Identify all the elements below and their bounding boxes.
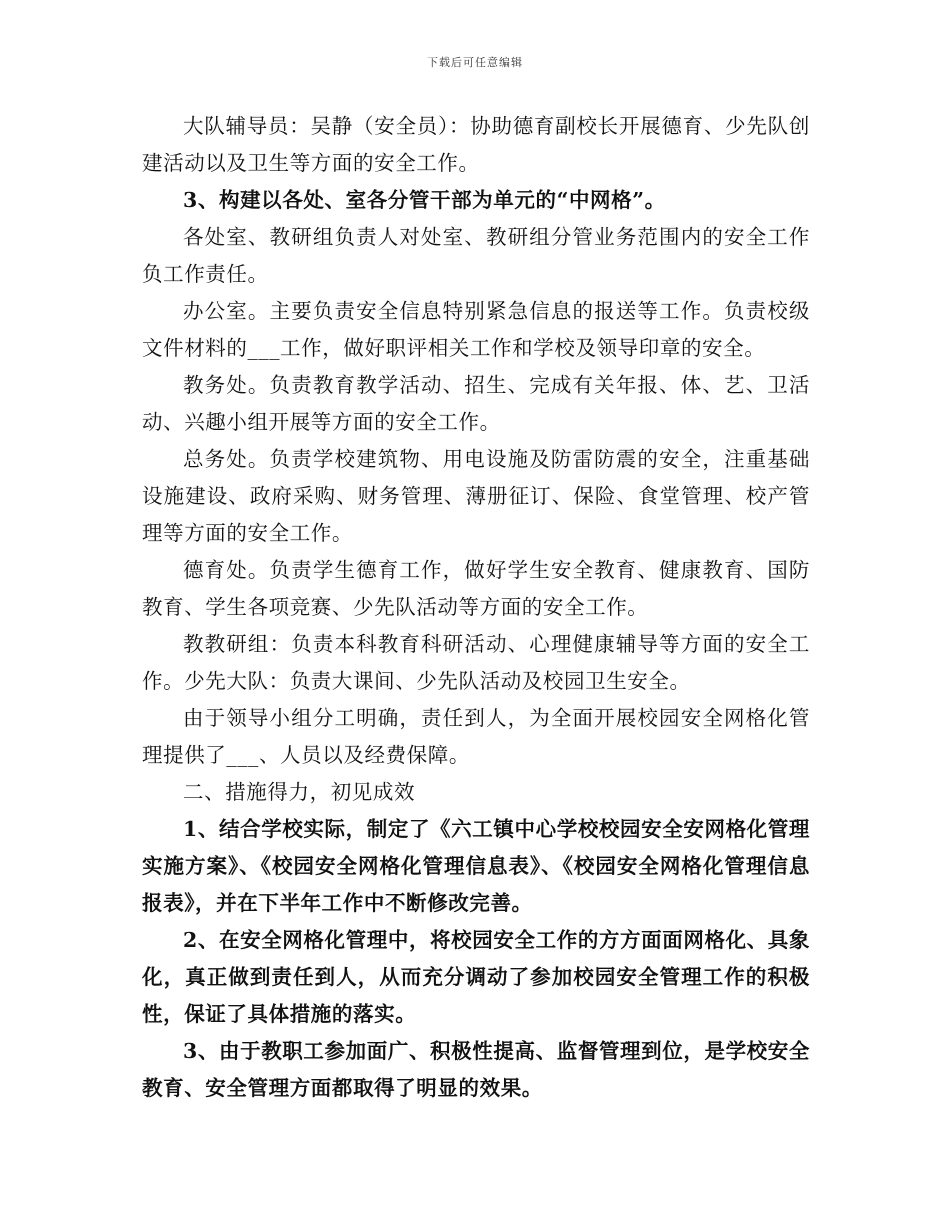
paragraph-teaching-research: 教教研组：负责本科教育科研活动、心理健康辅导等方面的安全工作。少先大队：负责大课间、少先队活动及校园卫生安全。: [142, 632, 810, 693]
paragraph-counselor: 大队辅导员：吴静（安全员）：协助德育副校长开展德育、少先队创建活动以及卫生等方面的安全工作。: [142, 114, 810, 175]
paragraph-measure-1: 1、结合学校实际，制定了《六工镇中心学校校园安全安网格化管理实施方案》、《校园安全网格化管理信息表》、《校园安全网格化管理信息报表》，并在下半年工作中不断修改完善。: [142, 817, 810, 915]
paragraph-leadership-summary: 由于领导小组分工明确，责任到人，为全面开展校园安全网格化管理提供了___、人员以及经费保障。: [142, 706, 810, 767]
paragraph-measure-2: 2、在安全网格化管理中，将校园安全工作的方方面面网格化、具象化，真正做到责任到人，从而充分调动了参加校园安全管理工作的积极性，保证了具体措施的落实。: [142, 928, 810, 1026]
paragraph-measure-3: 3、由于教职工参加面广、积极性提高、监督管理到位，是学校安全教育、安全管理方面都取得了明显的效果。: [142, 1039, 810, 1100]
paragraph-section-heading: 二、措施得力，初见成效: [183, 780, 416, 804]
paragraph-moral-education: 德育处。负责学生德育工作，做好学生安全教育、健康教育、国防教育、学生各项竞赛、少先队活动等方面的安全工作。: [142, 558, 810, 619]
page-header: 下载后可任意编辑: [427, 56, 523, 69]
paragraph-office: 办公室。主要负责安全信息特别紧急信息的报送等工作。负责校级文件材料的___工作，做好职评相关工作和学校及领导印章的安全。: [142, 299, 810, 360]
paragraph-heading-middle-grid: 3、构建以各处、室各分管干部为单元的“中网格”。: [183, 188, 666, 212]
paragraph-academic-affairs: 教务处。负责教育教学活动、招生、完成有关年报、体、艺、卫活动、兴趣小组开展等方面的安全工作。: [142, 373, 810, 434]
paragraph-general-affairs: 总务处。负责学校建筑物、用电设施及防雷防震的安全，注重基础设施建设、政府采购、财务管理、薄册征订、保险、食堂管理、校产管理等方面的安全工作。: [142, 447, 810, 545]
paragraph-department-heads: 各处室、教研组负责人对处室、教研组分管业务范围内的安全工作负工作责任。: [142, 225, 810, 286]
document-body: [142, 108, 810, 1107]
